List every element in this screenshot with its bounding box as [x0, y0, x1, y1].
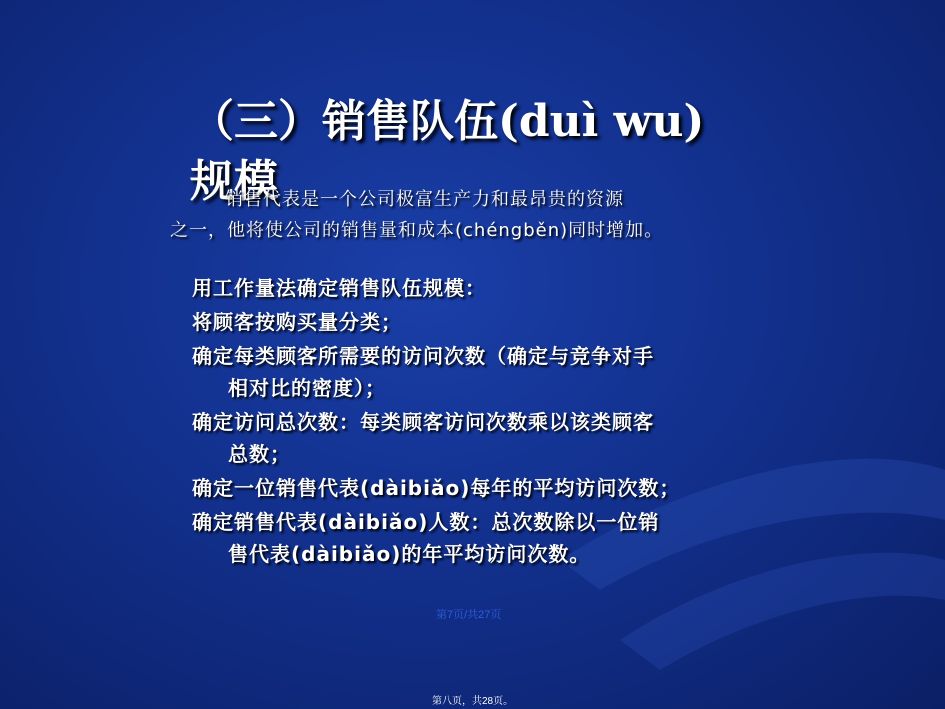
- list-item-continuation: 相对比的密度）；: [228, 376, 386, 400]
- list-item-continuation: 总数；: [228, 442, 291, 466]
- intro-paragraph: [170, 184, 810, 246]
- footer-page-number: 第八页，共28页。: [432, 696, 514, 707]
- list-item-continuation: 售代表(dàibiǎo)的年平均访问次数。: [228, 542, 591, 566]
- list-item-text: 确定访问总次数：每类顾客访问次数乘以该类顾客: [192, 410, 654, 434]
- list-item-text: 确定每类顾客所需要的访问次数（确定与竞争对手: [192, 344, 654, 368]
- list-item: [192, 406, 812, 470]
- intro-line-1: 销售代表是一个公司极富生产力和最昂贵的资源: [225, 189, 624, 210]
- intro-line-2: 之一，他将使公司的销售量和成本(chéngběn)同时增加。: [170, 220, 664, 241]
- page-reference: 第7页/共27页: [436, 609, 502, 621]
- list-item-text: 确定销售代表(dàibiǎo)人数：总次数除以一位销: [192, 510, 660, 534]
- list-item-text: 将顾客按购买量分类；: [192, 310, 402, 334]
- list-item: [192, 340, 812, 404]
- slide-title: （三）销售队伍(duì wu)规模: [190, 96, 705, 207]
- list-item: [192, 306, 812, 338]
- list-item: [192, 506, 812, 570]
- list-item-text: 用工作量法确定销售队伍规模：: [192, 276, 486, 300]
- bullet-list: [192, 272, 812, 572]
- list-item: [192, 472, 812, 504]
- list-item-text: 确定一位销售代表(dàibiǎo)每年的平均访问次数；: [192, 476, 681, 500]
- list-item: [192, 272, 812, 304]
